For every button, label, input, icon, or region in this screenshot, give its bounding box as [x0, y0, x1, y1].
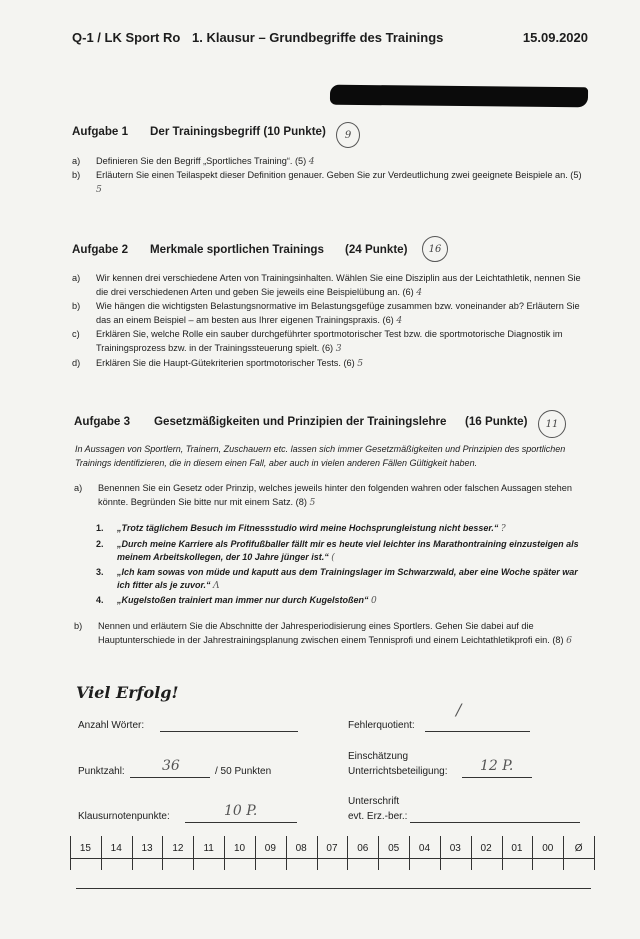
quote-number: 2.: [96, 539, 104, 549]
quote-number: 4.: [96, 595, 104, 605]
task-2-item-a: [72, 272, 588, 300]
item-text-content: Wir kennen drei verschiedene Arten von Trainingsinhalten. Wählen Sie eine Disziplin aus der Leichtathletik, nennen Sie die drei verschiedenen Arten und geben Sie jeweils eine Beispielübung an. (6): [96, 273, 581, 297]
item-text-content: Definieren Sie den Begriff „Sportliches Training“. (5): [96, 156, 307, 166]
guardian-label: evt. Erz.-ber.:: [348, 811, 408, 822]
item-text: [96, 272, 588, 299]
item-letter: d): [72, 358, 81, 368]
grade-cell: 14: [110, 843, 122, 854]
points-label: Punktzahl:: [78, 766, 125, 777]
item-letter: a): [74, 483, 83, 493]
quote-4: [96, 594, 580, 608]
quote-text: [117, 538, 580, 565]
task-3-intro: In Aussagen von Sportlern, Trainern, Zuschauern etc. lassen sich immer Gesetzmäßigkeiten und Prinzipien des sportlichen Trainings identifizieren, die in diesem einen Fall, aber auch in vielen anderen Fällen Gültigkeit haben.: [75, 444, 566, 468]
task-3-label: Aufgabe 3: [74, 415, 131, 428]
item-text: [98, 482, 588, 509]
task-2-item-b: [72, 300, 588, 328]
grade-cell: 07: [326, 843, 338, 854]
exam-date: 15.09.2020: [522, 30, 588, 45]
item-letter: a): [72, 273, 81, 283]
grade-cell: 08: [295, 843, 307, 854]
participation-label: Unterrichtsbeteiligung:: [348, 766, 448, 777]
grade-cell-separator: [594, 836, 595, 870]
participation-value: 12 P.: [480, 758, 514, 774]
word-count-label: Anzahl Wörter:: [78, 720, 145, 731]
quote-text: [117, 566, 580, 593]
quote-score-mark: (: [331, 553, 335, 563]
grade-cell: 12: [172, 843, 184, 854]
page-header: [72, 30, 588, 45]
signature-line: [410, 822, 580, 823]
item-letter: b): [74, 621, 83, 631]
signature-label: Unterschrift: [348, 796, 400, 807]
error-quotient-label: Fehlerquotient:: [348, 720, 415, 731]
participation-line: [462, 777, 532, 778]
quote-1: [96, 522, 580, 536]
item-score-mark: 5: [96, 183, 102, 195]
closing-greeting: Viel Erfolg!: [76, 683, 179, 702]
task-3-points: (16 Punkte): [465, 415, 528, 428]
task-3-title: Gesetzmäßigkeiten und Prinzipien der Trainingslehre: [154, 415, 447, 428]
task-3-item-b: [74, 620, 588, 662]
task-2-item-c: [72, 328, 588, 356]
quote-2: [96, 538, 580, 566]
task-2-title: Merkmale sportlichen Trainings: [150, 243, 324, 256]
quote-score-mark: ?: [500, 524, 506, 534]
assessment-label: Einschätzung: [348, 751, 409, 762]
quote-3: [96, 566, 580, 594]
item-letter: a): [72, 156, 81, 166]
item-text: [96, 300, 588, 327]
quote-text-content: „Ich kam sowas von müde und kaputt aus dem Trainingslager im Schwarzwald, aber eine Woche später war ich fitter als je zuvor.“: [117, 567, 578, 590]
grade-cell: 03: [449, 843, 461, 854]
item-text: [96, 357, 588, 371]
quote-text-content: „Durch meine Karriere als Profifußballer fällt mir es heute viel leichter ins Marathontraining einzusteigen als meinem Arbeitskollegen, der 10 Jahre jünger ist.“: [117, 539, 579, 562]
grade-cell: 06: [357, 843, 369, 854]
quote-text-content: „Kugelstoßen trainiert man immer nur durch Kugelstoßen“: [117, 595, 369, 605]
grade-cell: Ø: [574, 843, 583, 854]
error-quotient-line: [425, 731, 530, 732]
points-value: 36: [162, 758, 180, 774]
item-score-mark: 3: [335, 342, 342, 354]
item-letter: b): [72, 170, 81, 180]
task-1-score-mark: 9: [336, 122, 360, 148]
task-1-item-b: [72, 169, 588, 199]
quote-score-mark: Λ: [213, 581, 220, 591]
task-2-score-mark: 16: [422, 236, 448, 262]
item-text-content: Erläutern Sie einen Teilaspekt dieser Definition genauer. Geben Sie zur Verdeutlichung zwei geeignete Beispiele an. (5): [96, 170, 582, 180]
redacted-name-bar: [330, 85, 588, 108]
grade-cell: 11: [203, 843, 214, 854]
task-2-label: Aufgabe 2: [72, 243, 129, 256]
item-text: [96, 328, 588, 355]
grade-cell: 05: [388, 843, 400, 854]
task-1-title: Der Trainingsbegriff (10 Punkte): [150, 125, 326, 138]
item-score-mark: 6: [566, 634, 573, 646]
grade-cell: 02: [480, 843, 492, 854]
word-count-line: [160, 731, 298, 732]
grade-cell: 04: [418, 843, 431, 854]
task-1-item-a: [72, 155, 588, 169]
task-2-points: (24 Punkte): [345, 243, 408, 256]
item-text-content: Erklären Sie, welche Rolle ein sauber durchgeführter sportmotorischer Test bzw. die sportmotorische Diagnostik im Trainingsprozess bzw. in der Trainingssteuerung spielt. (6): [96, 329, 563, 353]
quote-text: [117, 594, 580, 608]
footer-rule: [76, 888, 591, 889]
grade-cell: 01: [511, 843, 523, 854]
grade-cell: 00: [542, 843, 554, 854]
grade-cell: 10: [233, 843, 246, 854]
grade-points-value: 10 P.: [224, 803, 258, 819]
task-2-item-d: [72, 357, 588, 371]
item-letter: b): [72, 301, 81, 311]
item-text-content: Erklären Sie die Haupt-Gütekriterien sportmotorischer Tests. (6): [96, 358, 355, 368]
exam-title: 1. Klausur – Grundbegriffe des Trainings: [192, 30, 444, 45]
item-score-mark: 4: [416, 286, 423, 298]
item-score-mark: 4: [308, 156, 315, 167]
task-2-heading: [72, 243, 592, 263]
item-text: [96, 155, 588, 169]
points-line: [130, 777, 210, 778]
grade-cell: 13: [141, 843, 153, 854]
grade-scale-grid: [70, 836, 594, 870]
quote-text-content: „Trotz täglichem Besuch im Fitnessstudio wird meine Hochsprungleistung nicht besser.“: [117, 523, 499, 533]
task-1-heading: [72, 125, 592, 145]
item-score-mark: 4: [396, 314, 403, 326]
item-text: [98, 620, 588, 647]
error-quotient-value: /: [456, 700, 462, 719]
task-3-score-mark: 11: [538, 410, 566, 438]
item-text-content: Benennen Sie ein Gesetz oder Prinzip, welches jeweils hinter den folgenden wahren oder falschen Aussagen stehen könnte. Begründen Sie bitte nur mit einem Satz. (8): [98, 483, 572, 507]
grade-points-line: [185, 822, 297, 823]
item-score-mark: 5: [357, 358, 364, 369]
quote-number: 1.: [96, 523, 104, 533]
grade-points-label: Klausurnotenpunkte:: [78, 811, 170, 822]
quote-text: [117, 522, 580, 536]
grade-cell: 15: [79, 843, 91, 854]
task-3-heading: [74, 415, 594, 435]
course-label: Q-1 / LK Sport Ro: [72, 30, 181, 45]
item-score-mark: 5: [309, 496, 316, 508]
item-text-content: Nennen und erläutern Sie die Abschnitte der Jahresperiodisierung eines Sportlers. Gehen Sie dabei auf die Hauptunterschiede in der Jahrestrainingsplanung zwischen einem Tennisprofi und einem Leichtathletikprofi ein. (8): [98, 621, 564, 645]
quote-score-mark: 0: [371, 596, 377, 606]
quote-number: 3.: [96, 567, 104, 577]
item-text-content: Wie hängen die wichtigsten Belastungsnormative im Belastungsgefüge zusammen bzw. voneinander ab? Erläutern Sie das an einem Beispiel – am besten aus Ihrer eigenen Trainingspraxis. (6): [96, 301, 580, 325]
item-text: [96, 169, 588, 196]
task-1-label: Aufgabe 1: [72, 125, 129, 138]
points-suffix: / 50 Punkten: [215, 766, 272, 777]
grade-cell: 09: [264, 843, 276, 854]
item-letter: c): [72, 329, 80, 339]
task-3-item-a: [74, 482, 588, 510]
